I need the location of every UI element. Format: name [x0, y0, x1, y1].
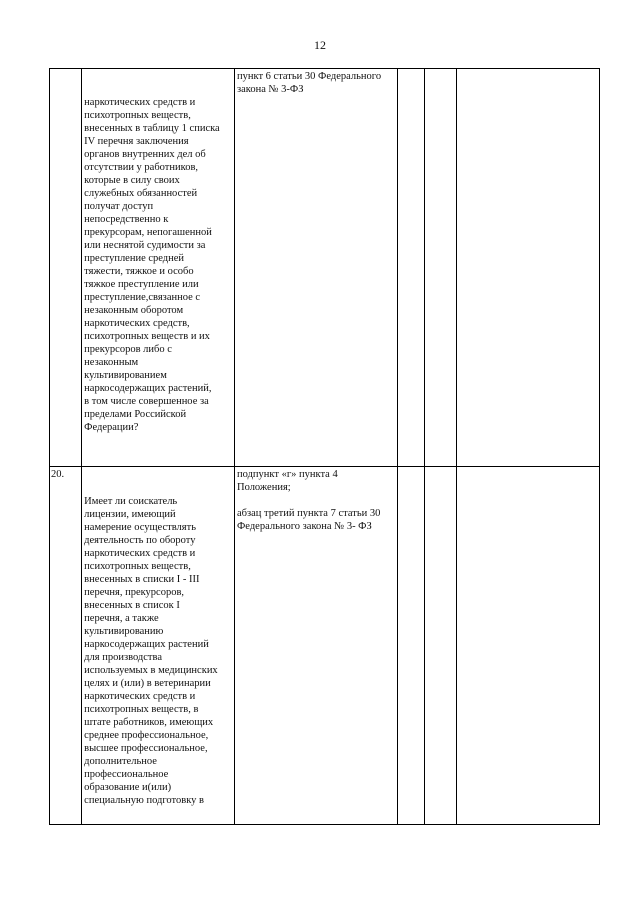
question-cell [82, 467, 235, 825]
answer-yes-cell [397, 467, 424, 825]
question-text: наркотических средств и психотропных веществ, внесенных в таблицу 1 списка IV перечня заключения органов внутренних дел об отсутствии у работников, которые в силу своих служебных обязанностей получат доступ непосредственно к прекурсорам, непогашенной или неснятой судимости за преступление средней тяжести, тяжкое и особо тяжкое преступление или преступление,связанное с незаконным оборотом наркотических средств, психотропных веществ и их прекурсоров либо с незаконным культивированием наркосодержащих растений, в том числе совершенное за пределами Российской Федерации? [84, 97, 220, 433]
notes-cell [457, 467, 600, 825]
answer-no-cell [425, 467, 457, 825]
page-number: 12 [314, 38, 326, 52]
row-number-cell [50, 69, 82, 467]
legal-reference-cell [235, 467, 398, 825]
legal-reference-text: абзац третий пункта 7 статьи 30 Федерального закона № 3- ФЗ [237, 508, 381, 532]
answer-no-cell [425, 69, 457, 467]
legal-reference-cell [235, 69, 398, 467]
question-cell [82, 69, 235, 467]
row-number: 20. [51, 469, 65, 480]
legal-reference-text: подпункт «г» пункта 4 Положения; [237, 469, 338, 493]
table-row [50, 467, 600, 825]
notes-cell [457, 69, 600, 467]
legal-reference-text: пункт 6 статьи 30 Федерального закона № 3-ФЗ [237, 71, 382, 95]
row-number-cell [50, 467, 82, 825]
answer-yes-cell [397, 69, 424, 467]
question-text: Имеет ли соискатель лицензии, имеющий намерение осуществлять деятельность по обороту наркотических средств и психотропных веществ, внесенных в списки I - III перечня, прекурсоров, внесенных в список I перечня, а также культивированию наркосодержащих растений для производства используемых в медицинских целях и (или) в ветеринарии наркотических средств и психотропных веществ, в штате работников, имеющих среднее профессиональное, высшее профессиональное, дополнительное профессиональное образование и(или) специальную подготовку в [84, 496, 218, 806]
table-row [50, 69, 600, 467]
checklist-table [49, 68, 600, 825]
